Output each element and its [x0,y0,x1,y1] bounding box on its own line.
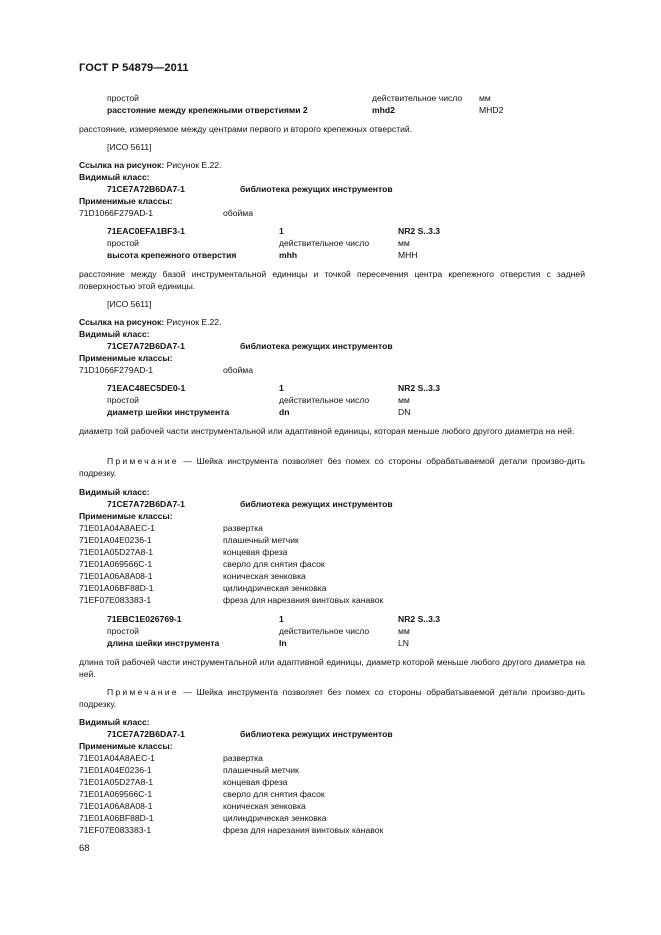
visible-class-name: библиотека режущих инструментов [240,184,393,194]
property-name: высота крепежного отверстия [107,250,237,260]
figure-reference [79,159,221,171]
applicable-class-code: 71E01A04E0236-1 [79,765,152,775]
property-name: расстояние между крепежными отверстиями 2 [107,105,308,115]
note-body: — Шейка инструмента позволяет без помех со стороны обрабатываемой детали произво-дить подрезку. [79,456,585,478]
applicable-class-name: обойма [223,208,253,218]
property-code: MHH [398,250,418,260]
applicable-class-name: развертка [223,753,263,763]
applicable-class-code: 71EF07E083383-1 [79,825,152,835]
datatype-value: действительное число [372,93,463,103]
applicable-class-code: 71E01A069566C-1 [79,559,153,569]
property-format: NR2 S..3.3 [398,614,441,624]
applicable-class-name: концевая фреза [223,777,288,787]
page-number: 68 [79,843,90,854]
applicable-class-code: 71E01A069566C-1 [79,789,153,799]
datatype-value: действительное число [279,238,370,248]
applicable-classes-label: Применимые классы: [79,741,173,751]
unit-value: мм [398,238,410,248]
visible-class-code: 71CE7A72B6DA7-1 [107,729,185,739]
applicable-class-code: 71E01A04A8AEC-1 [79,523,155,533]
figure-reference-label: Ссылка на рисунок: [79,160,165,170]
property-symbol: dn [279,407,290,417]
applicable-class-name: концевая фреза [223,547,288,557]
property-version: 1 [279,383,284,393]
figure-reference-value: Рисунок Е.22. [166,317,222,327]
visible-class-name: библиотека режущих инструментов [240,499,393,509]
figure-reference-label: Ссылка на рисунок: [79,317,165,327]
datatype-value: действительное число [279,626,370,636]
applicable-class-name: фреза для нарезания винтовых канавок [223,595,384,605]
applicable-class-code: 71EF07E083383-1 [79,595,152,605]
property-name: диаметр шейки инструмента [107,407,230,417]
visible-class-label: Видимый класс: [79,329,150,339]
property-code: DN [398,407,411,417]
applicable-class-code: 71D1066F279AD-1 [79,208,154,218]
datatype-value: действительное число [279,395,370,405]
applicable-class-code: 71E01A05D27A8-1 [79,777,154,787]
figure-reference-value: Рисунок Е.22. [166,160,222,170]
property-version: 1 [279,226,284,236]
applicable-class-code: 71E01A04E0236-1 [79,535,152,545]
applicable-class-name: цилиндрическая зенковка [223,813,327,823]
iso-reference: [ИСО 5611] [107,299,152,309]
applicable-class-name: плашечный метчик [223,535,299,545]
applicable-class-code: 71E01A06BF88D-1 [79,813,154,823]
definition-text: диаметр той рабочей части инструментальной или адаптивной единицы, которая меньше любого другого диаметра на ней. [79,426,575,436]
property-symbol: mhh [279,250,298,260]
property-symbol: ln [279,638,287,648]
applicable-class-code: 71E01A04A8AEC-1 [79,753,155,763]
applicable-class-name: плашечный метчик [223,765,299,775]
note-body: — Шейка инструмента позволяет без помех со стороны обрабатываемой детали произво-дить подрезку. [79,687,585,709]
applicable-class-name: коническая зенковка [223,571,306,581]
visible-class-code: 71CE7A72B6DA7-1 [107,341,185,351]
applicable-class-code: 71E01A06A8A08-1 [79,801,153,811]
definition-text: расстояние между базой инструментальной единицы и точкой пересечения центра крепежного отверстия с задней поверхностью этой единицы. [79,269,585,291]
applicable-class-name: коническая зенковка [223,801,306,811]
property-format: NR2 S..3.3 [398,226,441,236]
type-value: простой [107,93,139,103]
property-format: NR2 S..3.3 [398,383,441,393]
applicable-class-name: обойма [223,365,253,375]
property-id: 71EAC48EC5DE0-1 [107,383,186,393]
applicable-class-code: 71E01A05D27A8-1 [79,547,154,557]
note-label: Примечание [107,687,179,697]
page-header: ГОСТ Р 54879—2011 [79,62,189,74]
unit-value: мм [398,395,410,405]
visible-class-code: 71CE7A72B6DA7-1 [107,184,185,194]
property-code: LN [398,638,409,648]
applicable-class-name: сверло для снятия фасок [223,789,325,799]
property-code: MHD2 [479,105,504,115]
visible-class-name: библиотека режущих инструментов [240,341,393,351]
note-text [79,455,585,479]
type-value: простой [107,238,139,248]
property-name: длина шейки инструмента [107,638,220,648]
property-id: 71EAC0EFA1BF3-1 [107,226,185,236]
property-id: 71EBC1E026769-1 [107,614,182,624]
definition-text: длина той рабочей части инструментальной или адаптивной единицы, диаметр которой меньше любого другого диаметра на ней. [79,657,585,679]
applicable-class-name: сверло для снятия фасок [223,559,325,569]
applicable-class-name: фреза для нарезания винтовых канавок [223,825,384,835]
property-version: 1 [279,614,284,624]
applicable-class-code: 71E01A06BF88D-1 [79,583,154,593]
type-value: простой [107,395,139,405]
applicable-classes-label: Применимые классы: [79,353,173,363]
visible-class-label: Видимый класс: [79,717,150,727]
applicable-class-name: развертка [223,523,263,533]
visible-class-code: 71CE7A72B6DA7-1 [107,499,185,509]
definition-text: расстояние, измеряемое между центрами первого и второго крепежных отверстий. [79,124,413,134]
figure-reference [79,316,221,328]
applicable-classes-label: Применимые классы: [79,511,173,521]
visible-class-label: Видимый класс: [79,172,150,182]
applicable-classes-label: Применимые классы: [79,196,173,206]
applicable-class-code: 71D1066F279AD-1 [79,365,154,375]
unit-value: мм [479,93,491,103]
note-label: Примечание [107,456,179,466]
applicable-class-name: цилиндрическая зенковка [223,583,327,593]
applicable-class-code: 71E01A06A8A08-1 [79,571,153,581]
iso-reference: [ИСО 5611] [107,142,152,152]
visible-class-name: библиотека режущих инструментов [240,729,393,739]
note-text [79,686,585,710]
visible-class-label: Видимый класс: [79,487,150,497]
type-value: простой [107,626,139,636]
unit-value: мм [398,626,410,636]
property-symbol: mhd2 [372,105,395,115]
